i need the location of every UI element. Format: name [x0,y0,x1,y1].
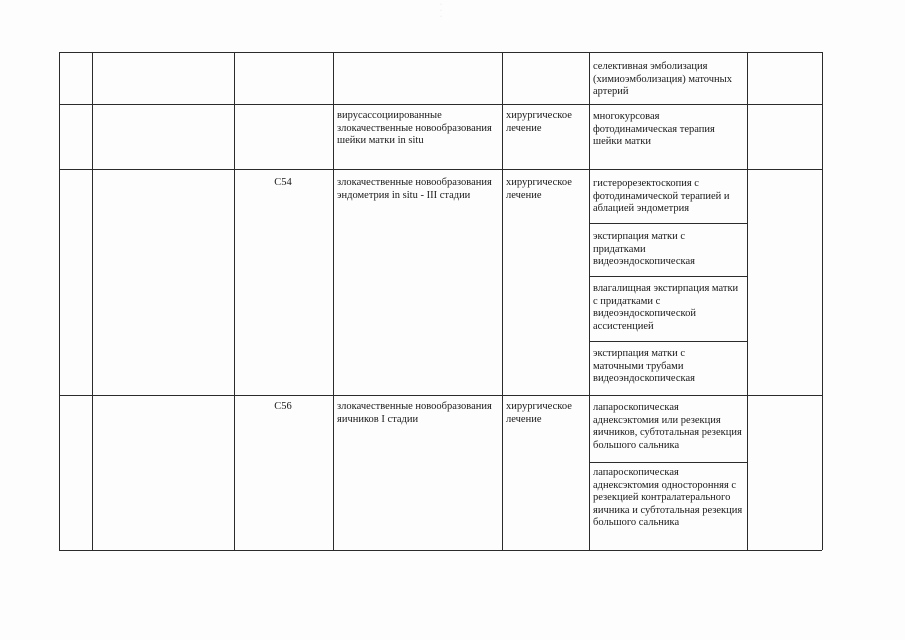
treatment-method-cell: экстирпация матки с придатками видеоэндоскопическая [593,231,695,268]
method-divider [589,341,747,342]
disease-cell: вирусассоциированные злокачественные новообразования шейки матки in situ [337,110,492,147]
treatment-method-cell: лапароскопическая аднексэктомия или резекция яичников, субтотальная резекция большого сальника [593,402,742,451]
treatment-method-cell: селективная эмболизация (химиоэмболизация) маточных артерий [593,61,732,98]
column-border [747,52,748,550]
method-divider [589,223,747,224]
column-border [59,52,60,550]
column-border [333,52,334,550]
treatment-type-cell: хирургическое лечение [506,177,572,201]
disease-cell: злокачественные новообразования эндометрия in situ - III стадии [337,177,492,201]
row-divider [59,169,822,170]
column-border [822,52,823,550]
column-border [234,52,235,550]
icd-code-cell: C56 [274,401,292,412]
scan-artifact-mark: · · · [440,2,442,20]
treatment-type-cell: хирургическое лечение [506,110,572,134]
disease-cell: злокачественные новообразования яичников I стадии [337,401,492,425]
table-border-bottom [59,550,822,551]
treatment-method-cell: лапароскопическая аднексэктомия односторонняя с резекцией контралатерального яичника и субтотальная резекция большого сальника [593,467,743,529]
column-border [92,52,93,550]
table-border-top [59,52,822,53]
treatment-method-cell: многокурсовая фотодинамическая терапия шейки матки [593,111,715,148]
icd-code-cell: C54 [274,177,292,188]
treatment-method-cell: влагалищная экстирпация матки с придатками с видеоэндоскопической ассистенцией [593,283,739,332]
column-border [589,52,590,550]
row-divider [59,395,822,396]
treatment-method-cell: гистерорезектоскопия с фотодинамической терапией и аблацией эндометрия [593,178,730,215]
row-divider [59,104,822,105]
method-divider [589,276,747,277]
treatment-type-cell: хирургическое лечение [506,401,572,425]
column-border [502,52,503,550]
method-divider [589,462,747,463]
treatment-method-cell: экстирпация матки с маточными трубами видеоэндоскопическая [593,348,695,385]
